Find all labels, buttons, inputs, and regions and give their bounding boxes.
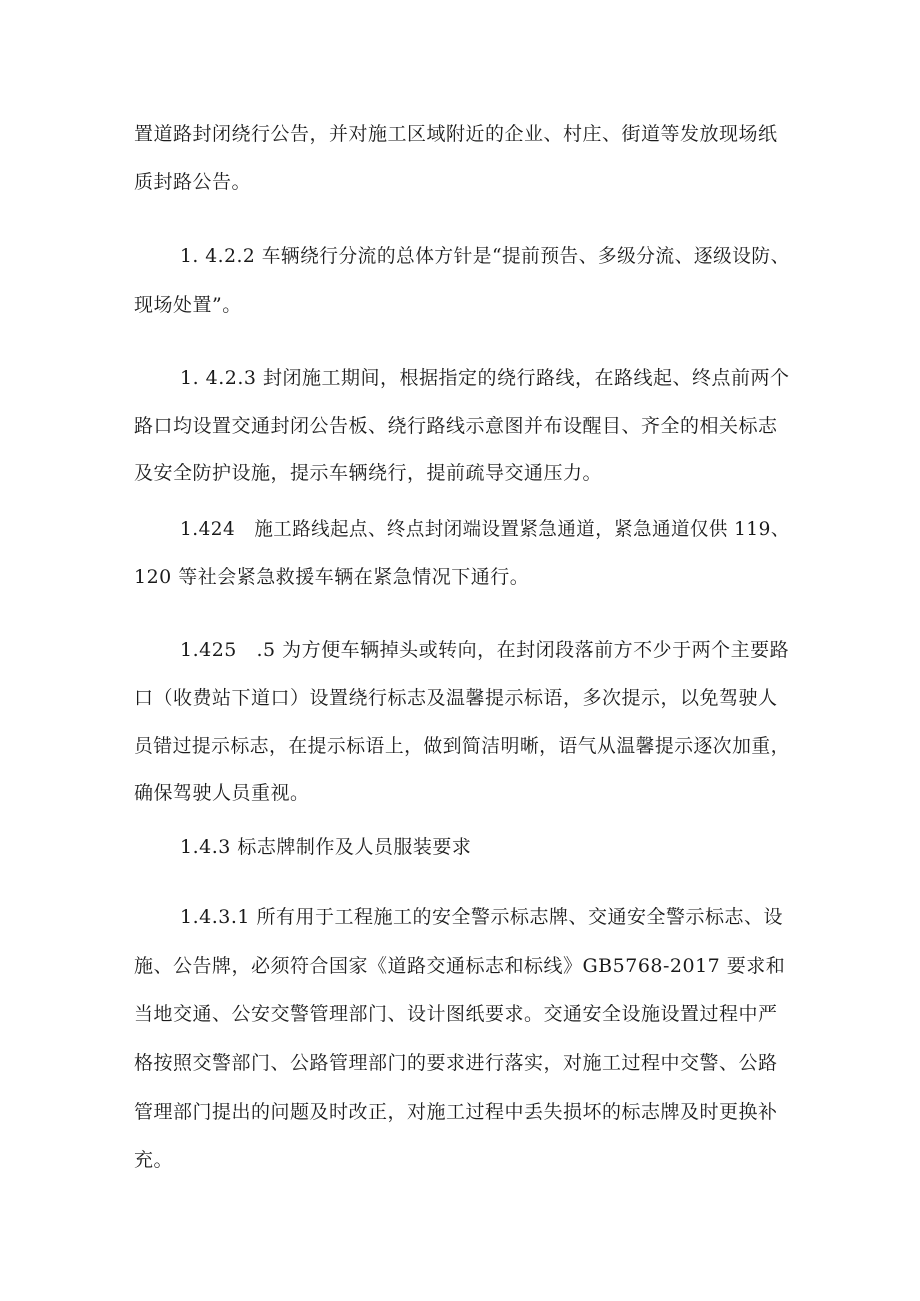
text-line: 当地交通、公安交警管理部门、设计图纸要求。交通安全设施设置过程中严 bbox=[134, 1003, 778, 1025]
text-line: 员错过提示标志，在提示标语上，做到简洁明晰，语气从温馨提示逐次加重， bbox=[134, 735, 790, 757]
text-line: 1.4.3.1 所有用于工程施工的安全警示标志牌、交通安全警示标志、设 bbox=[180, 906, 784, 928]
text-line: 路口均设置交通封闭公告板、绕行路线示意图并布设醒目、齐全的相关标志 bbox=[134, 415, 778, 437]
text-line: 120 等社会紧急救援车辆在紧急情况下通行。 bbox=[134, 566, 530, 588]
text-line: 现场处置”。 bbox=[134, 294, 242, 316]
text-line: 施、公告牌，必须符合国家《道路交通标志和标线》GB5768-2017 要求和 bbox=[134, 955, 786, 977]
text-line: 1.424 施工路线起点、终点封闭端设置紧急通道，紧急通道仅供 119、 bbox=[180, 518, 790, 540]
text-line: 及安全防护设施，提示车辆绕行，提前疏导交通压力。 bbox=[134, 462, 603, 484]
text-line: 确保驾驶人员重视。 bbox=[134, 782, 310, 804]
text-line: 口（收费站下道口）设置绕行标志及温馨提示标语，多次提示，以免驾驶人 bbox=[134, 687, 778, 709]
text-line: 格按照交警部门、公路管理部门的要求进行落实，对施工过程中交警、公路 bbox=[134, 1052, 778, 1074]
text-line: 1.425 .5 为方便车辆掉头或转向，在封闭段落前方不少于两个主要路 bbox=[180, 639, 790, 661]
text-line: 管理部门提出的问题及时改正，对施工过程中丢失损坏的标志牌及时更换补 bbox=[134, 1101, 778, 1123]
section-heading: 1.4.3 标志牌制作及人员服装要求 bbox=[180, 836, 472, 858]
text-line: 质封路公告。 bbox=[134, 171, 252, 193]
text-line: 1. 4.2.3 封闭施工期间，根据指定的绕行路线，在路线起、终点前两个 bbox=[180, 367, 790, 389]
text-line: 置道路封闭绕行公告，并对施工区域附近的企业、村庄、街道等发放现场纸 bbox=[134, 123, 778, 145]
text-line: 充。 bbox=[134, 1149, 174, 1171]
text-line: 1. 4.2.2 车辆绕行分流的总体方针是“提前预告、多级分流、逐级设防、 bbox=[180, 245, 790, 267]
